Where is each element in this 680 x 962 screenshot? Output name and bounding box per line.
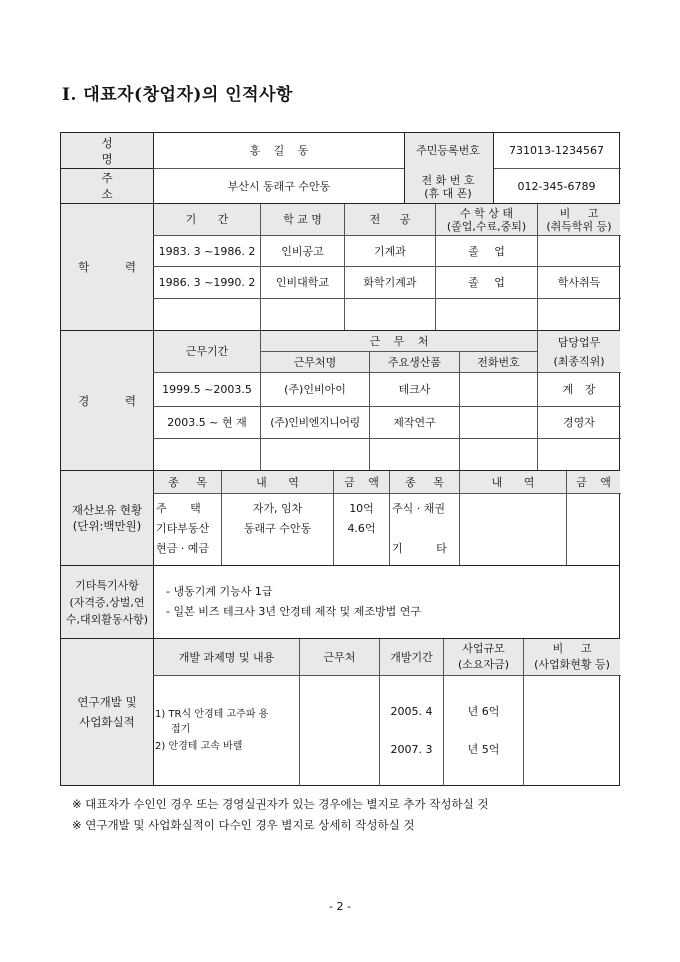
asset-amount-line2: 4.6억 <box>347 521 376 535</box>
phone-label-line1: 전 화 번 호 <box>421 173 475 187</box>
page-title: Ⅰ. 대표자(창업자)의 인적사항 <box>62 85 293 105</box>
edu-row-2-remark: 학사취득 <box>557 276 601 289</box>
career-row-2-duty: 경영자 <box>563 416 595 429</box>
edu-row-1-remark <box>538 236 620 266</box>
career-row-1-product: 테크사 <box>398 383 431 396</box>
special-label-cell <box>61 566 154 638</box>
rnd-header-scale-line1: 사업규모 <box>462 642 505 655</box>
rnd-header-scale <box>444 639 523 675</box>
career-header-duty-line2: (최종직위) <box>553 354 605 368</box>
asset-detail-line1: 자가, 임차 <box>252 501 303 515</box>
special-label-line2: (자격증,상벌,연 <box>69 595 145 609</box>
career-label-cell <box>61 331 154 470</box>
edu-row-2-major: 화학기계과 <box>363 276 417 289</box>
special-item-1: - 냉동기계 기능사 1급 <box>166 584 273 598</box>
edu-header-status <box>436 204 537 235</box>
addr-label-cell <box>61 169 154 203</box>
career-row-1-duty: 계 장 <box>562 383 596 396</box>
edu-header-status-line2: (졸업,수료,중퇴) <box>446 219 527 233</box>
edu-row-1-period: 1983. 3 ~1986. 2 <box>158 244 256 258</box>
edu-header-remark-line2: (취득학위 등) <box>546 219 612 233</box>
addr-value: 부산시 동래구 수안동 <box>227 180 331 193</box>
edu-header-period: 기 간 <box>185 213 229 226</box>
career-row-2-period: 2003.5 ~ 현 재 <box>167 416 247 429</box>
edu-row-2-school: 인비대학교 <box>275 276 330 289</box>
page-number: - 2 - <box>329 900 351 913</box>
education-table <box>60 203 620 331</box>
rnd-header-place: 근무처 <box>323 650 356 664</box>
career-header-duty-line1: 담당업무 <box>557 335 601 349</box>
phone-label-line2: (휴 대 폰) <box>424 186 472 200</box>
phone-label <box>404 169 492 204</box>
career-row-2-product: 제작연구 <box>393 416 436 429</box>
rnd-period-2: 2007. 3 <box>390 742 433 756</box>
education-label-cell <box>61 204 154 330</box>
rnd-header-remark <box>524 639 620 675</box>
edu-header-status-line1: 수 학 상 태 <box>460 206 513 220</box>
special-label-line3: 수,대외활동사항) <box>65 612 149 626</box>
asset-kind2-stocks: 주식 · 채권 <box>392 501 445 515</box>
career-label: 경 력 <box>78 393 152 408</box>
name-label: 성 명 <box>101 135 131 166</box>
career-header-workplace: 근 무 처 <box>369 334 429 348</box>
career-row-2-phone <box>460 407 537 438</box>
assets-table <box>60 470 620 566</box>
edu-row-1-major: 기계과 <box>374 244 406 258</box>
rnd-header-scale-line2: (소요자금) <box>457 658 510 671</box>
rrn-value: 731013-1234567 <box>509 144 604 157</box>
basic-info-table <box>60 132 620 204</box>
edu-header-major: 전 공 <box>369 213 411 226</box>
addr-label: 주 소 <box>101 171 131 201</box>
rnd-label-line1: 연구개발 및 <box>77 695 137 709</box>
career-row-1-phone <box>460 373 537 406</box>
edu-header-remark-line1: 비 고 <box>559 206 599 220</box>
special-item-2: - 일본 비즈 테크사 3년 안경테 제작 및 제조방법 연구 <box>166 604 421 618</box>
name-label-cell <box>61 133 154 169</box>
assets-header-amount2: 금 액 <box>576 475 611 489</box>
assets-header-amount: 금 액 <box>344 475 379 489</box>
education-label: 학 력 <box>78 260 152 274</box>
assets-label-line1: 재산보유 현황 <box>71 503 143 517</box>
rnd-period-1: 2005. 4 <box>390 704 433 718</box>
assets-header-kind: 종 목 <box>168 475 207 489</box>
rnd-table <box>60 638 620 786</box>
career-header-duty <box>538 331 620 372</box>
rnd-project-1: 1) TR식 안경테 고주파 용 <box>155 708 269 720</box>
rnd-label-line2: 사업화실적 <box>79 715 135 729</box>
asset-kind-house: 주 택 <box>156 501 201 515</box>
career-header-product: 주요생산품 <box>387 355 442 369</box>
phone-value: 012-345-6789 <box>517 180 596 193</box>
career-table <box>60 330 620 471</box>
asset-kind2-other: 기 타 <box>392 541 447 555</box>
career-row-1-period: 1999.5 ~2003.5 <box>162 383 252 396</box>
rnd-header-remark-line2: (사업화현황 등) <box>534 658 610 671</box>
footnote-1: ※ 대표자가 수인인 경우 또는 경영실권자가 있는 경우에는 별지로 추가 작성하실 것 <box>72 797 489 811</box>
career-row-1-company: (주)인비아이 <box>284 383 346 396</box>
edu-row-1-school: 인비공고 <box>281 244 324 258</box>
career-header-period: 근무기간 <box>185 345 229 358</box>
asset-kind-real-estate: 기타부동산 <box>156 521 210 535</box>
assets-label-cell <box>61 471 154 565</box>
edu-row-2-period: 1986. 3 ~1990. 2 <box>158 276 256 289</box>
rnd-header-project: 개발 과제명 및 내용 <box>178 650 275 664</box>
rnd-header-remark-line1: 비 고 <box>552 642 592 655</box>
rnd-scale-1: 년 6억 <box>467 704 500 718</box>
career-header-company: 근무처명 <box>293 355 337 369</box>
assets-header-detail2: 내 역 <box>491 475 535 489</box>
asset-amount-line1: 10억 <box>349 501 374 515</box>
rnd-project-2: 2) 안경테 고속 바렐 <box>155 740 243 752</box>
rnd-scale-2: 년 5억 <box>467 742 500 756</box>
rnd-project-1-cont: 접기 <box>171 723 191 735</box>
assets-label-line2: (단위:백만원) <box>72 519 142 533</box>
special-label-line1: 기타특기사항 <box>75 578 139 592</box>
asset-detail-line2: 동래구 수안동 <box>243 521 312 535</box>
assets-header-kind2: 종 목 <box>405 475 444 489</box>
career-header-phone: 전화번호 <box>477 355 520 369</box>
edu-header-remark <box>538 204 620 235</box>
asset-kind-cash: 현금 · 예금 <box>156 541 209 555</box>
assets-header-detail: 내 역 <box>256 475 299 489</box>
rnd-label-cell <box>61 639 154 785</box>
rrn-label: 주민등록번호 <box>416 144 480 157</box>
rnd-header-period: 개발기간 <box>390 650 433 664</box>
special-table <box>60 565 620 639</box>
edu-row-2-status: 졸 업 <box>468 276 505 289</box>
name-value: 홍 길 동 <box>249 144 309 157</box>
career-row-2-company: (주)인비엔지니어링 <box>270 416 360 429</box>
footnote-2: ※ 연구개발 및 사업화실적이 다수인 경우 별지로 상세히 작성하실 것 <box>72 818 415 832</box>
edu-header-school: 학 교 명 <box>283 213 322 226</box>
edu-row-1-status: 졸 업 <box>468 244 505 258</box>
